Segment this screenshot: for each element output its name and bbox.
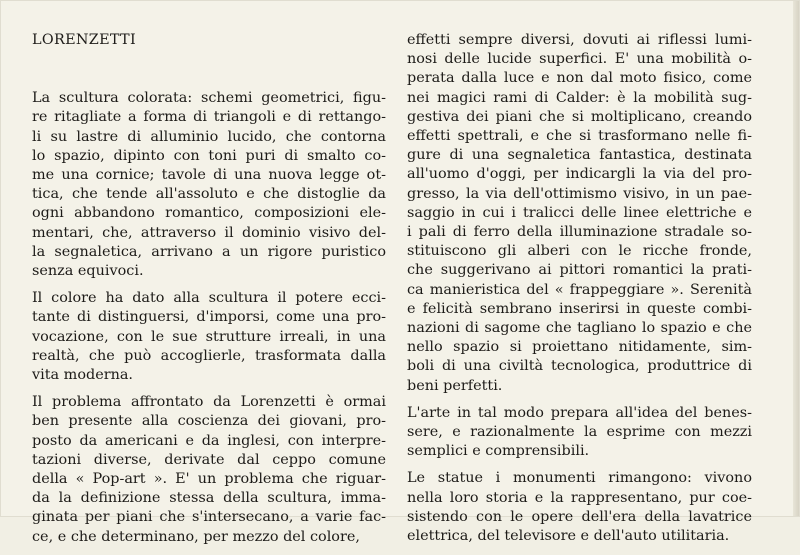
paragraph xyxy=(32,289,386,385)
text-line: nosi delle lucide superfici. E' una mobilità o- xyxy=(407,51,752,68)
text-line: da la definizione stessa della scultura, imma- xyxy=(32,490,386,507)
text-line: e felicità sembrano inserirsi in queste combi- xyxy=(407,300,752,317)
text-line: ca manieristica del « frappeggiare ». Serenità xyxy=(407,281,752,298)
text-line: all'uomo d'oggi, per indicargli la via del pro- xyxy=(407,166,752,183)
right-paragraphs xyxy=(407,31,752,546)
paragraph xyxy=(407,404,752,462)
text-line: realtà, che può accoglierle, trasformata dalla xyxy=(32,347,386,364)
text-line: effetti sempre diversi, dovuti ai riflessi lumi- xyxy=(407,32,752,48)
text-line: saggio in cui i tralicci delle linee elettriche e xyxy=(407,204,752,221)
left-column xyxy=(32,31,386,555)
text-line: sistendo con le opere dell'era della lavatrice xyxy=(407,508,752,525)
paragraph xyxy=(32,393,386,547)
text-line: La scultura colorata: schemi geometrici, figu- xyxy=(32,90,386,107)
text-line: nella loro storia e la rappresentano, pur coe- xyxy=(407,489,752,506)
text-line: gestiva dei piani che si moltiplicano, creando xyxy=(407,108,752,125)
text-line: re ritagliate a forma di triangoli e di rettango- xyxy=(32,109,386,126)
text-line: semplici e comprensibili. xyxy=(407,443,590,460)
text-line: ce, e che determinano, per mezzo del colore, xyxy=(32,528,360,545)
text-line: effetti spettrali, e che si trasformano nelle fi- xyxy=(407,128,752,145)
text-line: elettrica, del televisore e dell'auto utilitaria. xyxy=(407,528,730,545)
text-line: me una cornice; tavole di una nuova legge ot- xyxy=(32,167,386,183)
text-line: Le statue i monumenti rimangono: vivono xyxy=(407,470,752,487)
text-line: la segnaletica, arrivano a un rigore puristico xyxy=(32,243,386,260)
paragraph xyxy=(407,469,752,546)
text-line: tazioni diverse, derivate dal ceppo comune xyxy=(32,451,386,468)
text-line: li su lastre di alluminio lucido, che contorna xyxy=(32,128,386,145)
text-line: vocazione, con le sue strutture irreali, in una xyxy=(32,328,386,345)
text-line: stituiscono gli alberi con le ricche fronde, xyxy=(407,243,752,260)
text-line: beni perfetti. xyxy=(407,377,503,394)
text-line: nello spazio si proiettano nitidamente, sim- xyxy=(407,339,752,356)
text-line: boli di una civiltà tecnologica, produttrice di xyxy=(407,358,752,375)
text-line: gresso, la via dell'ottimismo visivo, in un pae- xyxy=(407,185,752,202)
text-line: nei magici rami di Calder: è la mobilità sug- xyxy=(407,89,752,106)
text-line: Il problema affrontato da Lorenzetti è ormai xyxy=(32,394,386,411)
text-line: nazioni di sagome che tagliano lo spazio e che xyxy=(407,320,752,337)
text-line: L'arte in tal modo prepara all'idea del benes- xyxy=(407,404,752,421)
text-line: senza equivoci. xyxy=(32,263,144,280)
text-line: che suggerivano ai pittori romantici la prati- xyxy=(407,262,752,279)
text-line: posto da americani e da inglesi, con interpre- xyxy=(32,432,386,449)
text-line: vita moderna. xyxy=(32,367,134,384)
text-line: ben presente alla coscienza dei giovani, pro- xyxy=(32,413,386,430)
text-line: tante di distinguersi, d'imporsi, come una pro- xyxy=(32,309,386,326)
text-line: ginata per piani che s'intersecano, a varie fac- xyxy=(32,509,386,526)
text-line: tica, che tende all'assoluto e che distoglie da xyxy=(32,186,386,203)
text-line: i pali di ferro della illuminazione stradale so- xyxy=(407,224,752,241)
text-line: perata dalla luce e non dal moto fisico, come xyxy=(407,70,752,87)
text-line: Il colore ha dato alla scultura il potere ecci- xyxy=(32,290,386,307)
text-line: gure di una segnaletica fantastica, destinata xyxy=(407,147,752,164)
paragraph xyxy=(32,89,386,281)
left-paragraphs xyxy=(32,89,386,547)
text-line: lo spazio, dipinto con toni puri di smalto co- xyxy=(32,147,386,164)
text-line: sere, e razionalmente la esprime con mezzi xyxy=(407,424,752,441)
paragraph xyxy=(407,31,752,396)
text-line: mentari, che, attraverso il dominio visivo del- xyxy=(32,224,386,241)
text-line: ogni abbandono romantico, composizioni ele- xyxy=(32,205,386,222)
right-column xyxy=(407,31,752,554)
page-title: LORENZETTI xyxy=(32,32,136,48)
text-line: della « Pop-art ». E' un problema che riguar- xyxy=(32,471,386,488)
